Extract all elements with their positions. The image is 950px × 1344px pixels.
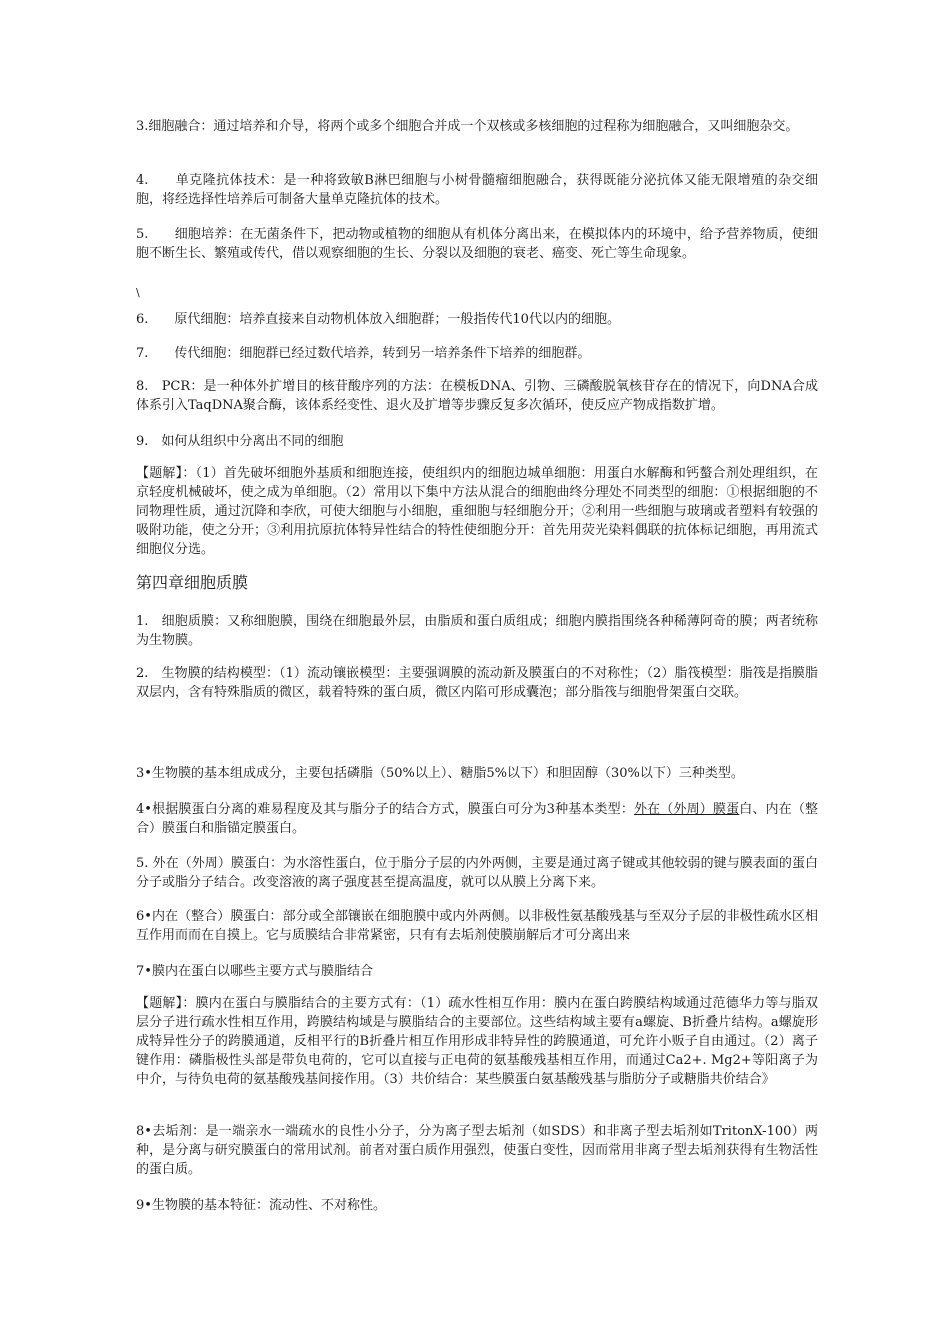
answer-integral-binding: 【题解】：膜内在蛋白与膜脂结合的主要方式有：（1）疏水性相互作用：膜内在蛋白跨膜结构域通过范德华力等与脂双层分子进行疏水性相互作用，跨膜结构域是与膜脂结合的主要部位。这些结构域主要有a螺旋、B折叠片结构。a螺旋形成特异性分子的跨膜通道，反相平行的B折叠片相互作用形成非特异性的跨膜通道，可允许小贩子自由通过。（2）离子键作用：磷脂极性头部是带负电荷的，它可以直接与正电荷的氨基酸残基相互作用，而通过Ca2+. Mg2+等阳离子为中介，与待负电荷的氨基酸残基间接作用。（3）共价结合：某些膜蛋白氨基酸残基与脂肪分子或糖脂共价结合》	[136, 996, 818, 1087]
underlined-term: 外在（外周）膜蛋	[634, 802, 740, 817]
membrane-protein-types-text-2: 白、内在（整合）膜蛋白和脂锚定膜蛋白。	[136, 802, 818, 836]
paragraph-membrane-models: 2. 生物膜的结构模型：（1）流动镶嵌模型：主要强调膜的流动新及膜蛋白的不对称性；（2）脂筏模型：脂筏是指膜脂双层内，含有特殊脂质的微区，载着特殊的蛋白质，微区内陷可形成囊泡；部分脂筏与细胞骨架蛋白交联。	[136, 666, 818, 700]
paragraph-membrane-features: 9•生物膜的基本特征：流动性、不对称性。	[136, 1198, 386, 1213]
paragraph-plasma-membrane: 1. 细胞质膜：又称细胞膜，围绕在细胞最外层，由脂质和蛋白质组成；细胞内膜指围绕各种稀薄阿奇的膜；两者统称为生物膜。	[136, 614, 818, 648]
paragraph-monoclonal-antibody: 4. 单克隆抗体技术：是一种将致敏B淋巴细胞与小树骨髓瘤细胞融合，获得既能分泌抗体又能无限增殖的杂交细胞，将经选择性培养后可制备大量单克隆抗体的技术。	[136, 173, 818, 207]
paragraph-cell-fusion: 3.细胞融合：通过培养和介导，将两个或多个细胞合并成一个双核或多核细胞的过程称为细胞融合，又叫细胞杂交。	[136, 119, 799, 134]
paragraph-cell-culture: 5. 细胞培养：在无菌条件下，把动物或植物的细胞从有机体分离出来，在模拟体内的环境中，给予营养物质，使细胞不断生长、繁殖或传代，借以观察细胞的生长、分裂以及细胞的衰老、癌变、死亡等生命现象。	[136, 227, 818, 261]
paragraph-passage-cells: 7. 传代细胞：细胞群已经过数代培养，转到另一培养条件下培养的细胞群。	[136, 346, 591, 361]
stray-mark: \	[136, 286, 140, 299]
question-integral-binding: 7•膜内在蛋白以哪些主要方式与膜脂结合	[136, 964, 373, 979]
paragraph-peripheral-protein: 5. 外在（外周）膜蛋白：为水溶性蛋白，位于脂分子层的内外两侧，主要是通过离子键或其他较弱的键与膜表面的蛋白分子或脂分子结合。改变溶液的离子强度甚至提高温度，就可以从膜上分离下来。	[136, 856, 818, 890]
membrane-protein-types-text-1: 4•根据膜蛋白分离的难易程度及其与脂分子的结合方式，膜蛋白可分为3种基本类型：	[136, 802, 634, 817]
paragraph-integral-protein: 6•内在（整合）膜蛋白：部分或全部镶嵌在细胞膜中或内外两侧。以非极性氨基酸残基与至双分子层的非极性疏水区相互作用而而在自摸上。它与质膜结合非常紧密，只有有去垢剂使膜崩解后才可分离出来	[136, 909, 818, 943]
paragraph-detergent: 8•去垢剂：是一端亲水一端疏水的良性小分子，分为离子型去垢剂（如SDS）和非离子型去垢剂如TritonX-100）两种，是分离与研究膜蛋白的常用试剂。前者对蛋白质作用强烈，使蛋白变性，因而常用非离子型去垢剂获得有生物活性的蛋白质。	[136, 1124, 818, 1177]
paragraph-pcr: 8. PCR：是一种体外扩增目的核苷酸序列的方法：在模板DNA、引物、三磷酸脱氧核苷存在的情况下，向DNA合成体系引入TaqDNA聚合酶，该体系经变性、退火及扩增等步骤反复多次循环，使反应产物成指数扩增。	[136, 379, 818, 413]
paragraph-membrane-protein-types	[136, 800, 818, 838]
paragraph-membrane-components: 3•生物膜的基本组成成分，主要包括磷脂（50%以上）、糖脂5%以下）和胆固醇（30%以下）三种类型。	[136, 766, 744, 781]
answer-cell-separation: 【题解】：（1）首先破坏细胞外基质和细胞连接，使组织内的细胞边城单细胞：用蛋白水解酶和钙螯合剂处理组织，在京轻度机械破坏，使之成为单细胞。（2）常用以下集中方法从混合的细胞曲终分理处不同类型的细胞：①根据细胞的不同物理性质，通过沉降和李欣，可使大细胞与小细胞，重细胞与轻细胞分开；②利用一些细胞与玻璃或者塑料有较强的吸附功能，使之分开；③利用抗原抗体特异性结合的特性使细胞分开：首先用荧光染料偶联的抗体标记细胞，再用流式细胞仪分选。	[136, 466, 818, 557]
paragraph-primary-cells: 6. 原代细胞：培养直接来自动物机体放入细胞群；一般指传代10代以内的细胞。	[136, 312, 620, 327]
question-cell-separation: 9. 如何从组织中分离出不同的细胞	[136, 434, 344, 449]
chapter-title: 第四章细胞质膜	[136, 573, 249, 592]
